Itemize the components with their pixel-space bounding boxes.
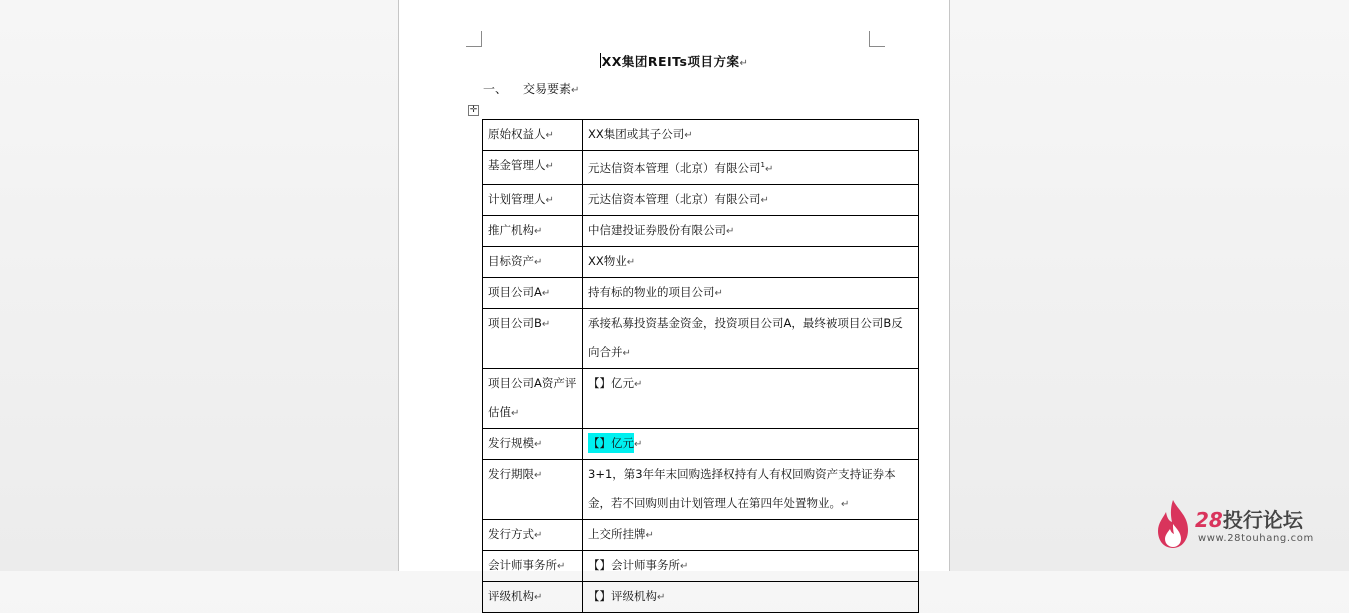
term-value: 【】评级机构 <box>588 588 657 603</box>
paragraph-mark: ↵ <box>534 256 543 268</box>
paragraph-mark: ↵ <box>511 407 520 419</box>
term-label-cell[interactable] <box>483 459 583 519</box>
term-value-cell[interactable] <box>583 519 919 550</box>
watermark-url: www.28touhang.com <box>1198 533 1314 544</box>
term-label: 评级机构 <box>488 588 534 603</box>
document-title[interactable] <box>399 52 949 70</box>
term-value-cell[interactable] <box>583 581 919 612</box>
paragraph-mark: ↵ <box>545 130 554 141</box>
table-row <box>483 368 919 428</box>
term-value-cell[interactable] <box>583 368 919 428</box>
term-label: 推广机构 <box>488 222 534 237</box>
term-label-cell[interactable] <box>483 151 583 185</box>
term-label-cell[interactable] <box>483 215 583 246</box>
table-row <box>483 428 919 459</box>
term-label-cell[interactable] <box>483 277 583 308</box>
paragraph-mark: ↵ <box>545 194 554 206</box>
table-row <box>483 550 919 581</box>
term-label: 原始权益人 <box>488 127 546 141</box>
term-value-cell[interactable] <box>583 246 919 277</box>
term-value: 元达信资本管理（北京）有限公司 <box>588 160 761 175</box>
term-value: 持有标的物业的项目公司 <box>588 284 715 299</box>
paragraph-mark: ↵ <box>645 529 654 541</box>
paragraph-mark: ↵ <box>841 498 850 510</box>
term-label: 目标资产 <box>488 253 534 268</box>
terms-table <box>482 119 919 613</box>
term-label: 发行规模 <box>488 435 534 450</box>
term-label: 项目公司B <box>488 315 542 330</box>
paragraph-mark: ↵ <box>541 318 551 330</box>
paragraph-mark: ↵ <box>634 378 643 390</box>
table-row <box>483 519 919 550</box>
terms-table-body <box>483 120 919 613</box>
paragraph-mark: ↵ <box>557 560 566 572</box>
paragraph-mark: ↵ <box>571 85 580 96</box>
crop-mark-top-left <box>466 31 482 47</box>
paragraph-mark: ↵ <box>626 256 636 268</box>
section-number: 一、 <box>483 82 508 96</box>
term-value-cell[interactable] <box>583 120 919 151</box>
table-move-handle-icon[interactable]: ✛ <box>469 105 478 115</box>
paragraph-mark: ↵ <box>622 347 631 359</box>
table-row <box>483 581 919 612</box>
term-value-cell[interactable] <box>583 428 919 459</box>
term-label: 计划管理人 <box>488 191 546 206</box>
paragraph-mark: ↵ <box>764 163 774 175</box>
term-label-cell[interactable] <box>483 184 583 215</box>
term-value: XX集团或其子公司 <box>588 127 685 141</box>
term-value-cell[interactable] <box>583 151 919 185</box>
term-label-cell[interactable] <box>483 581 583 612</box>
paragraph-mark: ↵ <box>657 591 666 603</box>
term-label-cell[interactable] <box>483 428 583 459</box>
term-label-cell[interactable] <box>483 368 583 428</box>
watermark-logo <box>1150 496 1340 556</box>
footnote-reference[interactable]: 1 <box>760 161 765 169</box>
term-label-cell[interactable] <box>483 308 583 368</box>
term-value-cell[interactable] <box>583 550 919 581</box>
term-value: 【】会计师事务所 <box>588 557 680 572</box>
table-row <box>483 246 919 277</box>
paragraph-mark: ↵ <box>534 469 543 481</box>
term-label: 会计师事务所 <box>488 557 557 572</box>
flame-icon <box>1154 498 1192 550</box>
term-label: 发行期限 <box>488 466 534 481</box>
term-value-cell[interactable] <box>583 277 919 308</box>
paragraph-mark: ↵ <box>760 194 769 206</box>
table-row <box>483 120 919 151</box>
document-page[interactable] <box>398 0 950 603</box>
watermark-title <box>1195 504 1303 533</box>
table-row <box>483 184 919 215</box>
paragraph-mark: ↵ <box>534 529 543 541</box>
paragraph-mark: ↵ <box>534 225 543 237</box>
term-value-highlighted: 【】亿元 <box>588 433 634 453</box>
term-value: 元达信资本管理（北京）有限公司 <box>588 191 761 206</box>
paragraph-mark: ↵ <box>541 287 551 299</box>
paragraph-mark: ↵ <box>739 58 749 69</box>
section-heading[interactable] <box>483 80 579 97</box>
term-label: 基金管理人 <box>488 158 546 172</box>
paragraph-mark: ↵ <box>684 130 693 141</box>
crop-mark-top-right <box>869 31 885 47</box>
term-label: 项目公司A <box>488 284 542 299</box>
table-row <box>483 151 919 185</box>
term-value: 3+1，第3年年末回购选择权持有人有权回购资产支持证券本金，若不回购则由计划管理人在第四年处置物业。 <box>588 466 896 510</box>
term-value-cell[interactable] <box>583 184 919 215</box>
paragraph-mark: ↵ <box>534 438 543 450</box>
paragraph-mark: ↵ <box>680 560 689 572</box>
table-row <box>483 215 919 246</box>
table-row <box>483 459 919 519</box>
document-title-text: XX集团REITs项目方案 <box>601 54 740 69</box>
section-heading-text: 交易要素 <box>523 82 572 96</box>
watermark-number: 28 <box>1195 508 1223 532</box>
term-label: 项目公司A资产评估值 <box>488 375 577 419</box>
term-label-cell[interactable] <box>483 519 583 550</box>
term-value: XX物业 <box>588 253 627 268</box>
term-value: 【】亿元 <box>588 375 634 390</box>
term-value: 中信建投证券股份有限公司 <box>588 222 726 237</box>
term-value-cell[interactable] <box>583 459 919 519</box>
paragraph-mark: ↵ <box>545 161 554 172</box>
watermark-name: 投行论坛 <box>1222 508 1303 532</box>
table-row <box>483 308 919 368</box>
paragraph-mark: ↵ <box>534 591 543 603</box>
paragraph-mark: ↵ <box>726 225 735 237</box>
table-row <box>483 277 919 308</box>
term-value-cell[interactable] <box>583 308 919 368</box>
term-value-cell[interactable] <box>583 215 919 246</box>
paragraph-mark: ↵ <box>634 438 643 450</box>
term-label-cell[interactable] <box>483 120 583 151</box>
paragraph-mark: ↵ <box>714 287 723 299</box>
term-label-cell[interactable] <box>483 246 583 277</box>
term-value: 上交所挂牌 <box>588 526 646 541</box>
term-label-cell[interactable] <box>483 550 583 581</box>
term-value: 承接私募投资基金资金，投资项目公司A，最终被项目公司B反向合并 <box>588 315 903 359</box>
text-cursor <box>600 53 601 68</box>
term-label: 发行方式 <box>488 526 534 541</box>
